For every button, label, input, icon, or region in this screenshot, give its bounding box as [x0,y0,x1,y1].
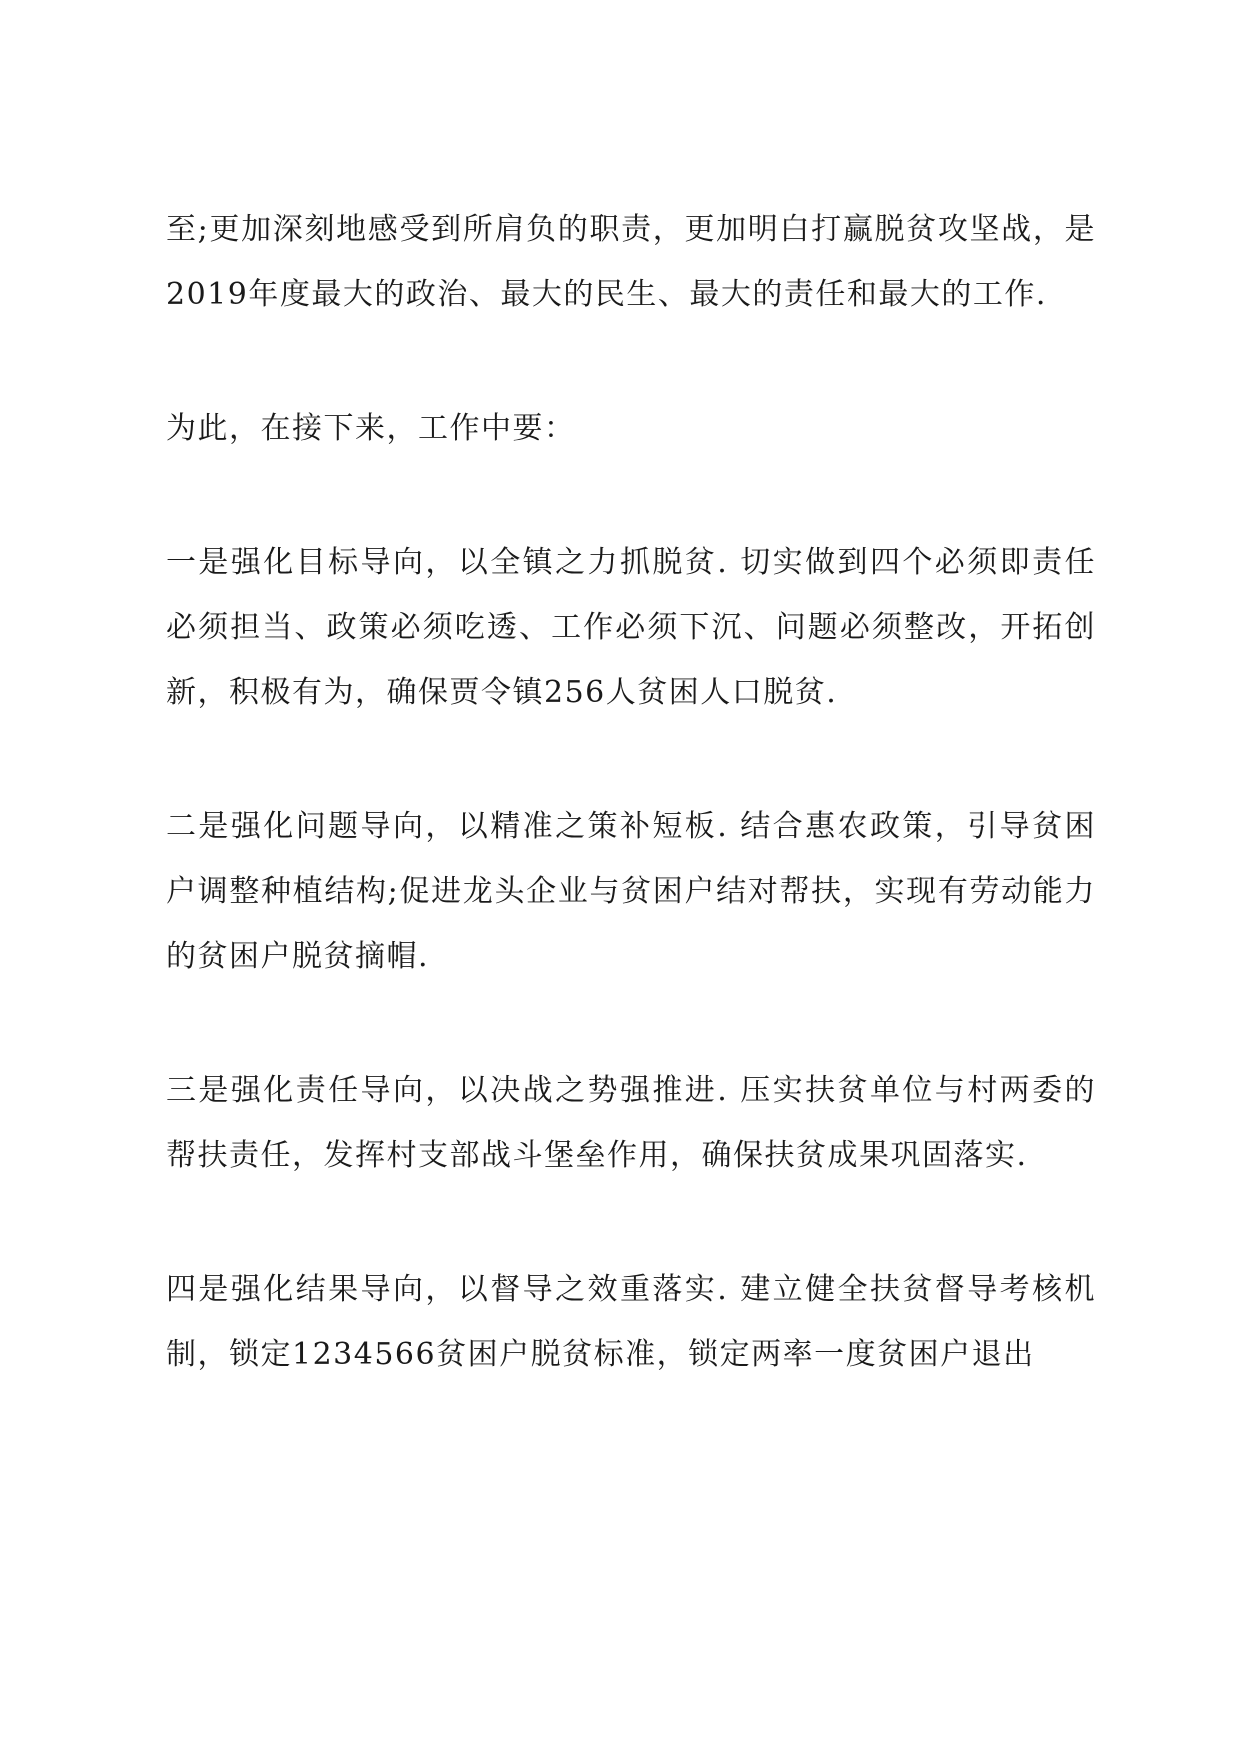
paragraph-point-1: 一是强化目标导向，以全镇之力抓脱贫. 切实做到四个必须即责任必须担当、政策必须吃透、工作必须下沉、问题必须整改，开拓创新，积极有为，确保贾令镇256人贫困人口脱贫. [166,545,1096,710]
paragraph-point-2: 二是强化问题导向，以精准之策补短板. 结合惠农政策，引导贫困户调整种植结构;促进龙头企业与贫困户结对帮扶，实现有劳动能力的贫困户脱贫摘帽. [166,809,1096,974]
paragraph-point-3: 三是强化责任导向，以决战之势强推进. 压实扶贫单位与村两委的帮扶责任，发挥村支部战斗堡垒作用，确保扶贫成果巩固落实. [166,1073,1096,1173]
paragraph-continuation: 至;更加深刻地感受到所肩负的职责，更加明白打赢脱贫攻坚战，是2019年度最大的政治、最大的民生、最大的责任和最大的工作. [166,212,1096,312]
paragraph-point-4: 四是强化结果导向，以督导之效重落实. 建立健全扶贫督导考核机制，锁定1234566贫困户脱贫标准，锁定两率一度贫困户退出 [166,1272,1096,1372]
document-body [166,197,1096,1387]
paragraph-intro: 为此，在接下来，工作中要： [166,411,576,446]
